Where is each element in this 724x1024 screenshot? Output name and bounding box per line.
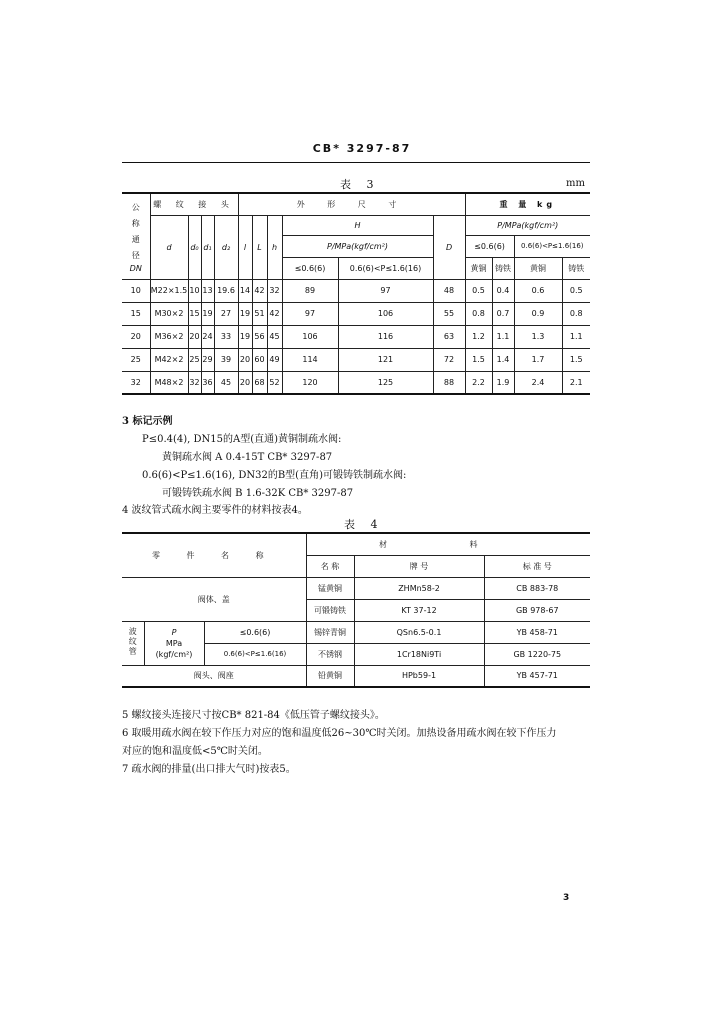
cell-w-low-brass: 0.5 [465,279,492,302]
cell-material-standard: GB 1220-75 [484,643,590,665]
cell-w-low-iron: 0.7 [492,302,514,325]
brass-high-header: 黄铜 [514,257,562,279]
cell-H-low: 89 [282,279,338,302]
pressure-high-cell: 0.6(6)<P≤1.6(16) [204,643,306,665]
weight-pressure-header: P/MPa(kgf/cm²) [465,215,590,235]
section3-heading: 3 标记示例 [122,416,173,427]
cell-material-grade: ZHMn58-2 [354,577,484,599]
cell-d0: 25 [188,348,201,371]
section3-line3: 0.6(6)<P≤1.6(16), DN32的B型(直角)可锻铸铁制疏水阀: [142,470,407,481]
cell-material-standard: CB 883-78 [484,577,590,599]
cell-L: 60 [252,348,267,371]
cell-material-name: 铅黄铜 [306,665,354,687]
cell-l: 19 [238,325,252,348]
cell-w-low-iron: 0.4 [492,279,514,302]
bellows-cell [122,621,144,665]
cell-D: 72 [433,348,465,371]
dn-header-symbol: DN [129,263,142,273]
weight-high-header: 0.6(6)<P≤1.6(16) [514,235,590,257]
pressure-symbol: P [171,627,177,637]
cell-dn: 32 [122,371,150,394]
cell-w-low-iron: 1.9 [492,371,514,394]
section3-line1: P≤0.4(4), DN15的A型(直通)黄铜制疏水阀: [142,434,342,445]
table-row [122,577,590,599]
cell-d2: 33 [214,325,238,348]
col-l: l [238,215,252,279]
cell-material-standard: GB 978-67 [484,599,590,621]
cell-w-low-brass: 1.2 [465,325,492,348]
cell-dn: 20 [122,325,150,348]
cell-l: 20 [238,348,252,371]
cell-H-high: 97 [338,279,433,302]
cell-l: 14 [238,279,252,302]
cell-L: 68 [252,371,267,394]
cell-H-high: 116 [338,325,433,348]
cell-d2: 27 [214,302,238,325]
cell-w-high-brass: 2.4 [514,371,562,394]
pressure-unit-cell [144,621,204,665]
cell-D: 55 [433,302,465,325]
cell-d0: 20 [188,325,201,348]
section6-line1: 6 取暖用疏水阀在较下作压力对应的饱和温度低26~30℃时关闭。加热设备用疏水阀在较下作压力 [122,728,557,739]
cell-w-high-iron: 0.5 [562,279,590,302]
table3-unit: mm [566,178,585,189]
cell-w-high-iron: 0.8 [562,302,590,325]
cell-w-high-iron: 1.1 [562,325,590,348]
cell-w-low-brass: 1.5 [465,348,492,371]
pressure-low-cell: ≤0.6(6) [204,621,306,643]
col-d: d [150,215,188,279]
cell-material-name: 不锈钢 [306,643,354,665]
cell-D: 48 [433,279,465,302]
cell-material-name: 可锻铸铁 [306,599,354,621]
section4-text: 4 波纹管式疏水阀主要零件的材料按表4。 [122,505,308,516]
cell-material-standard: YB 457-71 [484,665,590,687]
material-name-header: 名 称 [306,555,354,577]
dn-header-label: 公称通径 [131,202,140,260]
cell-H-low: 120 [282,371,338,394]
cell-d: M36×2 [150,325,188,348]
cell-material-name: 锡锌青铜 [306,621,354,643]
col-d2: d₂ [214,215,238,279]
cell-w-low-brass: 2.2 [465,371,492,394]
cell-d0: 32 [188,371,201,394]
bellows-label: 波纹管 [128,627,138,657]
cell-H-high: 106 [338,302,433,325]
col-d0: d₀ [188,215,201,279]
cell-w-high-iron: 1.5 [562,348,590,371]
brass-low-header: 黄铜 [465,257,492,279]
body-cover-cell: 阀体、盖 [122,577,306,621]
dn-header-cell [122,193,150,279]
material-grade-header: 牌 号 [354,555,484,577]
table-row [122,665,590,687]
H-high-header: 0.6(6)<P≤1.6(16) [338,257,433,279]
cell-d1: 13 [201,279,214,302]
col-H: H [282,215,433,235]
section5-text: 5 螺纹接头连接尺寸按CB* 821-84《低压管子螺纹接头》。 [122,710,385,721]
pressure-unit-mpa: MPa [165,638,183,648]
cell-h: 42 [267,302,282,325]
cell-h: 32 [267,279,282,302]
cell-dn: 15 [122,302,150,325]
material-standard-header: 标 准 号 [484,555,590,577]
cell-H-low: 97 [282,302,338,325]
table-row [122,279,590,302]
cell-w-high-brass: 0.6 [514,279,562,302]
weight-low-header: ≤0.6(6) [465,235,514,257]
header-rule [122,162,590,163]
cell-H-low: 114 [282,348,338,371]
cell-D: 63 [433,325,465,348]
table-row [122,325,590,348]
cell-w-high-brass: 1.3 [514,325,562,348]
col-L: L [252,215,267,279]
cell-d1: 36 [201,371,214,394]
section3-line2: 黄铜疏水阀 A 0.4-15T CB* 3297-87 [162,452,333,463]
cell-l: 20 [238,371,252,394]
table-row [122,371,590,394]
cell-w-low-iron: 1.1 [492,325,514,348]
cell-w-high-brass: 1.7 [514,348,562,371]
thread-group-header: 螺 纹 接 头 [150,193,238,215]
material-header: 材 料 [306,533,590,555]
cell-d: M22×1.5 [150,279,188,302]
cell-H-high: 125 [338,371,433,394]
cell-h: 49 [267,348,282,371]
cell-material-grade: KT 37-12 [354,599,484,621]
table4-caption: 表 4 [344,518,384,531]
table-row [122,302,590,325]
cell-material-grade: QSn6.5-0.1 [354,621,484,643]
cell-dn: 25 [122,348,150,371]
cell-material-grade: 1Cr18Ni9Ti [354,643,484,665]
cell-l: 19 [238,302,252,325]
cell-d: M42×2 [150,348,188,371]
page-number: 3 [563,893,570,903]
col-h: h [267,215,282,279]
cell-h: 52 [267,371,282,394]
table3 [122,192,590,395]
cell-d: M30×2 [150,302,188,325]
cell-w-low-brass: 0.8 [465,302,492,325]
dims-group-header: 外 形 尺 寸 [238,193,465,215]
cell-d2: 39 [214,348,238,371]
cell-w-low-iron: 1.4 [492,348,514,371]
cell-material-standard: YB 458-71 [484,621,590,643]
section7-text: 7 疏水阀的排量(出口排大气时)按表5。 [122,764,296,775]
H-pressure-header: P/MPa(kgf/cm²) [282,235,433,257]
cell-w-high-brass: 0.9 [514,302,562,325]
cell-d1: 29 [201,348,214,371]
cell-d0: 10 [188,279,201,302]
cell-d0: 15 [188,302,201,325]
cell-w-high-iron: 2.1 [562,371,590,394]
cell-d1: 24 [201,325,214,348]
table-row [122,348,590,371]
cell-material-name: 锰黄铜 [306,577,354,599]
cell-D: 88 [433,371,465,394]
weight-group-header: 重 量 kg [465,193,590,215]
col-d1: d₁ [201,215,214,279]
cell-L: 42 [252,279,267,302]
iron-low-header: 铸铁 [492,257,514,279]
cell-dn: 10 [122,279,150,302]
cell-d2: 19.6 [214,279,238,302]
cell-L: 56 [252,325,267,348]
cell-L: 51 [252,302,267,325]
table3-caption: 表 3 [340,178,380,191]
section6-line2: 对应的饱和温度低<5℃时关闭。 [122,746,268,757]
valve-head-seat-cell: 阀头、阀座 [122,665,306,687]
col-D: D [433,215,465,279]
cell-d2: 45 [214,371,238,394]
cell-d: M48×2 [150,371,188,394]
pressure-unit-kgf: (kgf/cm²) [155,649,193,659]
table-row [122,621,590,643]
table4 [122,532,590,688]
cell-H-low: 106 [282,325,338,348]
cell-H-high: 121 [338,348,433,371]
cell-h: 45 [267,325,282,348]
cell-material-grade: HPb59-1 [354,665,484,687]
cell-d1: 19 [201,302,214,325]
part-name-header: 零 件 名 称 [122,533,306,577]
standard-header: CB* 3297-87 [312,142,412,155]
H-low-header: ≤0.6(6) [282,257,338,279]
section3-line4: 可锻铸铁疏水阀 B 1.6-32K CB* 3297-87 [162,488,354,499]
iron-high-header: 铸铁 [562,257,590,279]
